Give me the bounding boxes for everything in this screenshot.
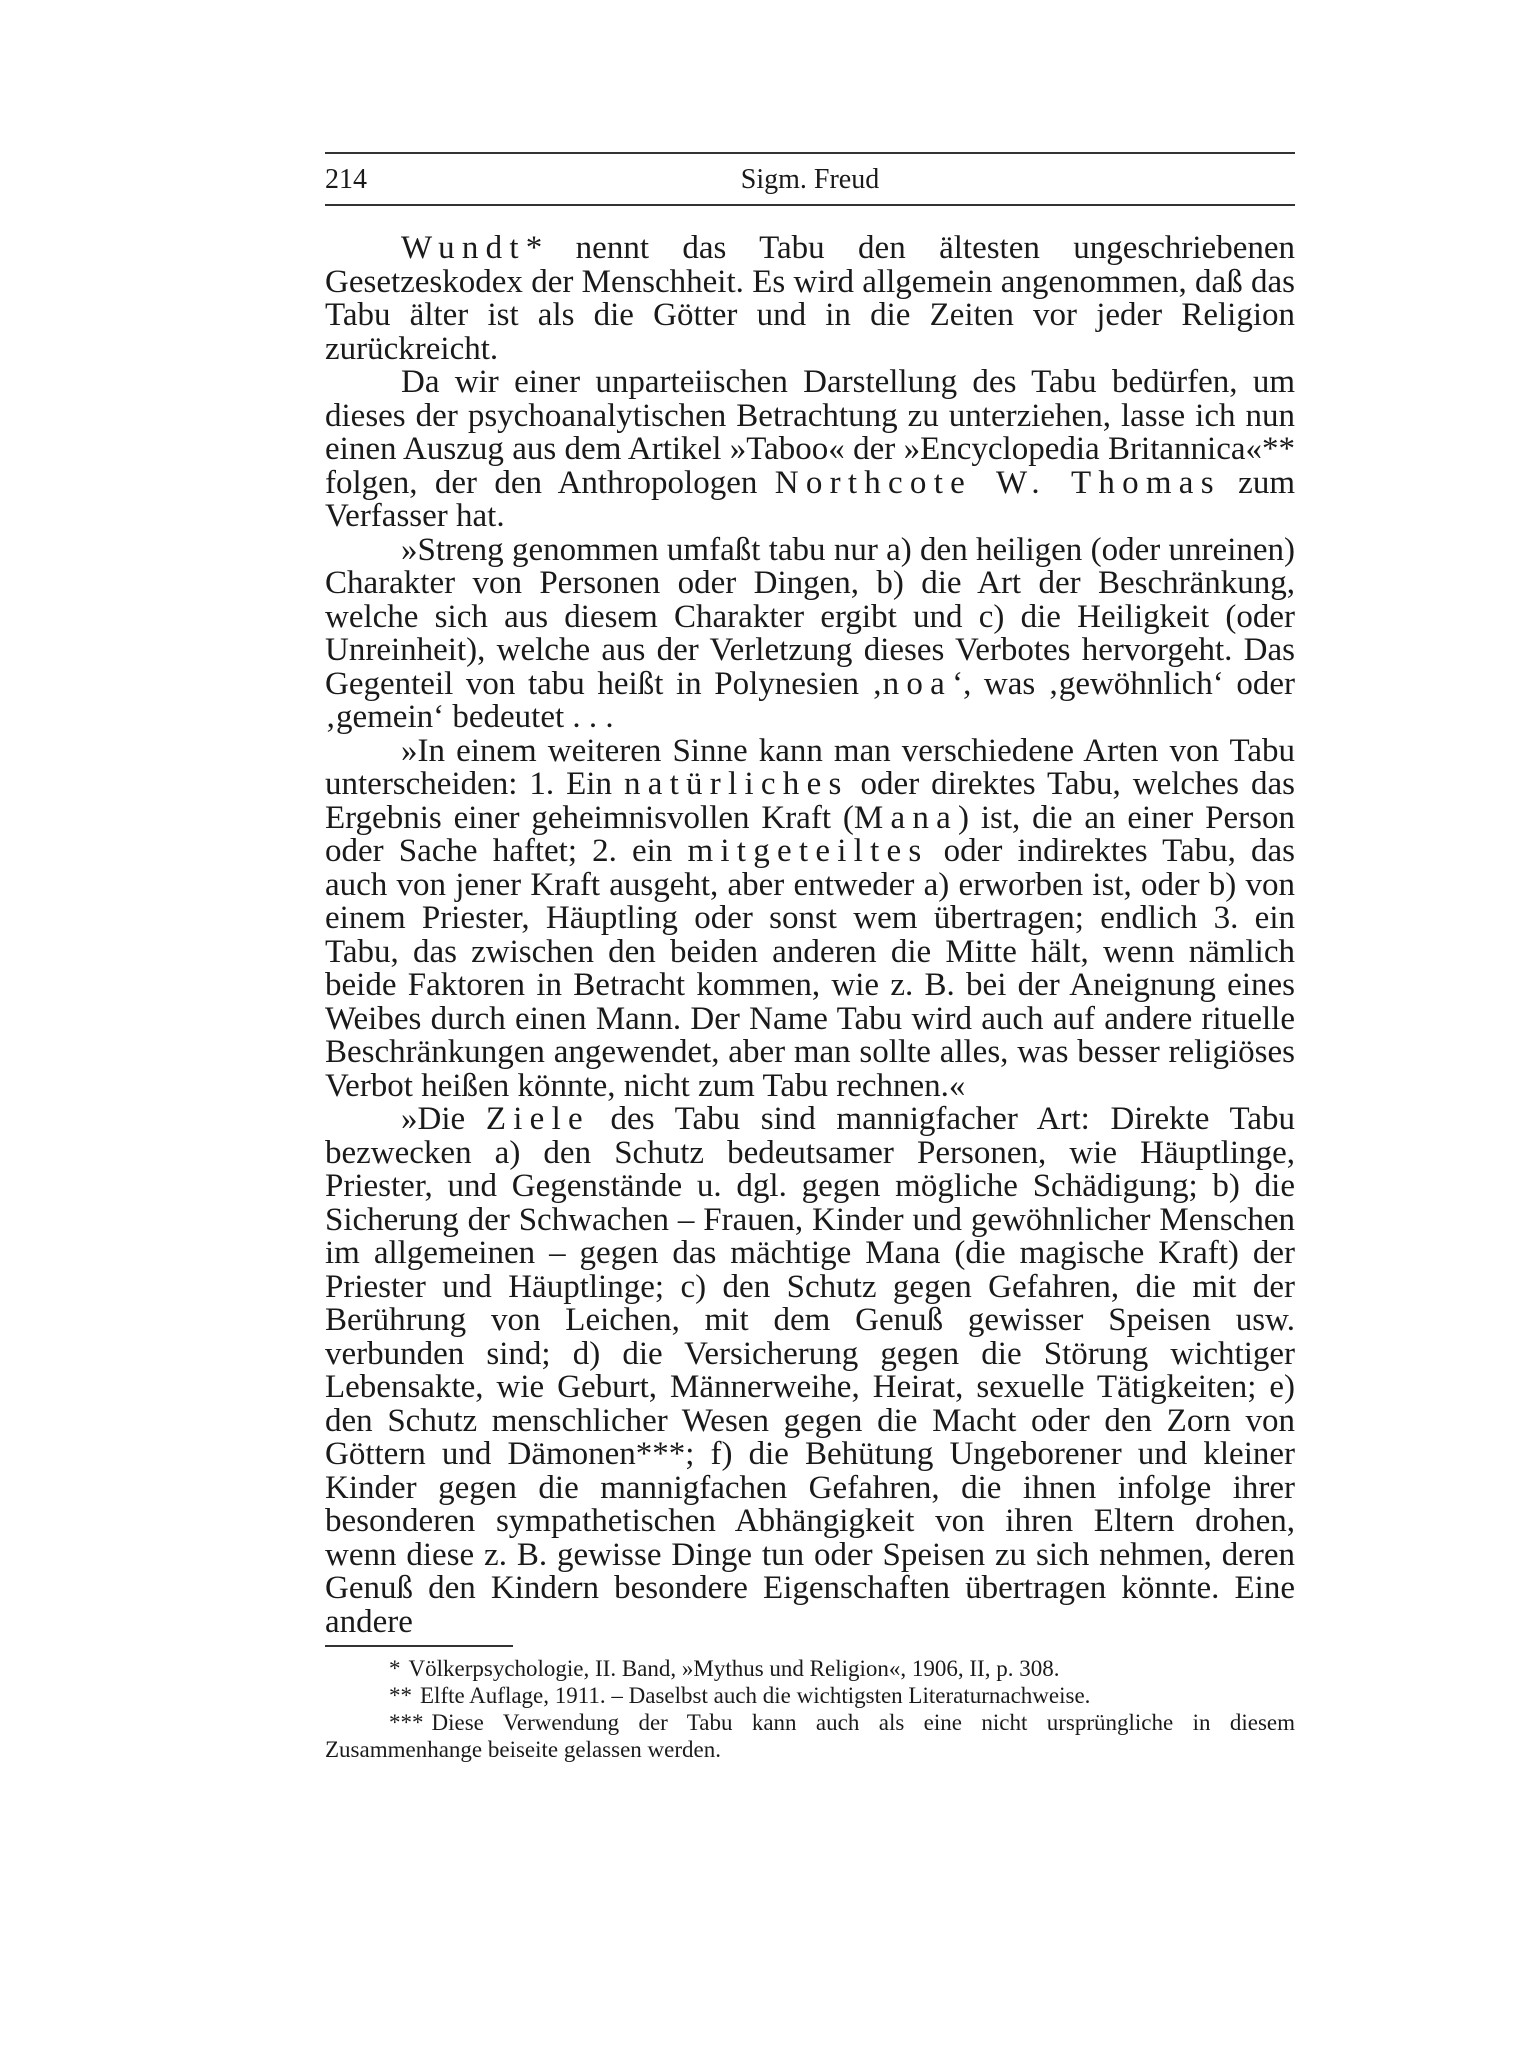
paragraph-weiteren-sinne [325, 732, 1295, 1104]
spaced-word-noa: noa [882, 665, 953, 702]
footnote-marker: *** [389, 1710, 424, 1735]
spaced-word-ziele: Ziele [485, 1101, 590, 1137]
running-title: Sigm. Freud [740, 164, 880, 195]
paragraph-ziele [325, 1103, 1295, 1639]
footnote-marker: ** [389, 1683, 412, 1708]
footnotes [325, 1655, 1295, 1763]
paragraph-streng [325, 531, 1296, 735]
paragraph-text: * nennt das Tabu den ältesten ungeschriebenen Gesetzeskodex der Menschheit. Es wird allgemein angenommen, daß das Tabu älter ist als die Götter und in die Zeiten vor jeder Religion zurückreicht. [325, 230, 1295, 367]
footnote-text: Elfte Auflage, 1911. – Daselbst auch die wichtigsten Literaturnachweise. [420, 1683, 1091, 1708]
spaced-word-mana: Mana [853, 799, 959, 836]
paragraph-darstellung [325, 366, 1295, 534]
spaced-name-thomas: Northcote W. Thomas [774, 464, 1221, 501]
spaced-name-wundt: Wundt [401, 230, 526, 266]
paragraph-text: »Streng genommen umfaßt tabu nur a) den heiligen (oder unreinen) Charakter von Personen oder Dingen, b) die Art der Beschränkung, welche sich aus diesem Charakter ergibt und c) die Heiligkeit (oder Unreinheit), welche aus der Verletzung dieses Verbotes hervorgeht. Das Gegenteil von tabu heißt in Polynesien ‚ [325, 531, 1295, 702]
paragraph-wundt [325, 232, 1295, 366]
book-page [325, 152, 1295, 1763]
paragraph-text: zum Verfasser hat. [325, 464, 1295, 534]
paragraph-text: oder indirektes Tabu, das auch von jener Kraft ausgeht, aber entweder a) erworben ist, oder b) von einem Priester, Häuptling oder sonst wem übertragen; endlich 3. ein Tabu, das zwischen den beiden anderen die Mitte hält, wenn nämlich beide Faktoren in Betracht kommen, wie z. B. bei der Aneignung eines Weibes durch einen Mann. Der Name Tabu wird auch auf andere rituelle Beschränkungen angewendet, aber man sollte alles, was besser religiöses Verbot heißen könnte, nicht zum Tabu rechnen.« [325, 833, 1295, 1104]
running-head [325, 152, 1295, 206]
paragraph-text: des Tabu sind mannigfacher Art: Direkte Tabu bezwecken a) den Schutz bedeutsamer Personen, wie Häuptlinge, Priester, und Gegenstände u. dgl. gegen mögliche Schädigung; b) die Sicherung der Schwachen – Frauen, Kinder und gewöhnlicher Menschen im allgemeinen – gegen das mächtige Mana (die magische Kraft) der Priester und Häuptlinge; c) den Schutz gegen Gefahren, die mit der Berührung von Leichen, mit dem Genuß gewisser Speisen usw. verbunden sind; d) die Versicherung gegen die Störung wichtiger Lebensakte, wie Geburt, Männerweihe, Heirat, sexuelle Tätigkeiten; e) den Schutz menschlicher Wesen gegen die Macht oder den Zorn von Göttern und Dämonen***; f) die Behütung Ungeborener und kleiner Kinder gegen die mannigfachen Gefahren, die ihnen infolge ihrer besonderen sympathetischen Abhängigkeit von ihren Eltern drohen, wenn diese z. B. gewisse Dinge tun oder Speisen zu sich nehmen, deren Genuß den Kindern besondere Eigenschaften übertragen könnte. Eine andere [325, 1101, 1295, 1640]
spaced-word-mitgeteiltes: mitgeteiltes [687, 833, 929, 869]
paragraph-text: ‘, was ‚gewöhnlich‘ oder ‚gemein‘ bedeutet . . . [325, 665, 1296, 735]
footnote-marker: * [389, 1656, 401, 1681]
paragraph-text: »In einem weiteren Sinne kann man verschiedene Arten von Tabu unterscheiden: 1. Ein [325, 732, 1295, 802]
paragraph-text: »Die [401, 1101, 486, 1137]
footnote-text: Völkerpsychologie, II. Band, »Mythus und Religion«, 1906, II, p. 308. [408, 1656, 1060, 1681]
body-text [325, 232, 1295, 1639]
spaced-word-natuerliches: natürliches [623, 766, 849, 802]
footnote-text: Diese Verwendung der Tabu kann auch als eine nicht ursprüngliche in diesem Zusammenhange beiseite gelassen werden. [325, 1710, 1295, 1762]
footnote-2 [325, 1682, 1295, 1709]
footnote-3 [325, 1709, 1295, 1763]
page-number: 214 [325, 164, 367, 195]
footnote-1 [325, 1655, 1295, 1682]
footnote-rule [325, 1645, 513, 1647]
paragraph-text: oder direktes Tabu, welches das Ergebnis einer geheimnisvollen Kraft ( [325, 766, 1295, 836]
paragraph-text: Da wir einer unparteiischen Darstellung des Tabu bedürfen, um dieses der psychoanalytischen Betrachtung zu unterziehen, lasse ich nun einen Auszug aus dem Artikel »Taboo« der »Encyclopedia Britannica«** folgen, der den Anthropologen [325, 364, 1295, 501]
paragraph-text: ) ist, die an einer Person oder Sache haftet; 2. ein [325, 799, 1295, 869]
